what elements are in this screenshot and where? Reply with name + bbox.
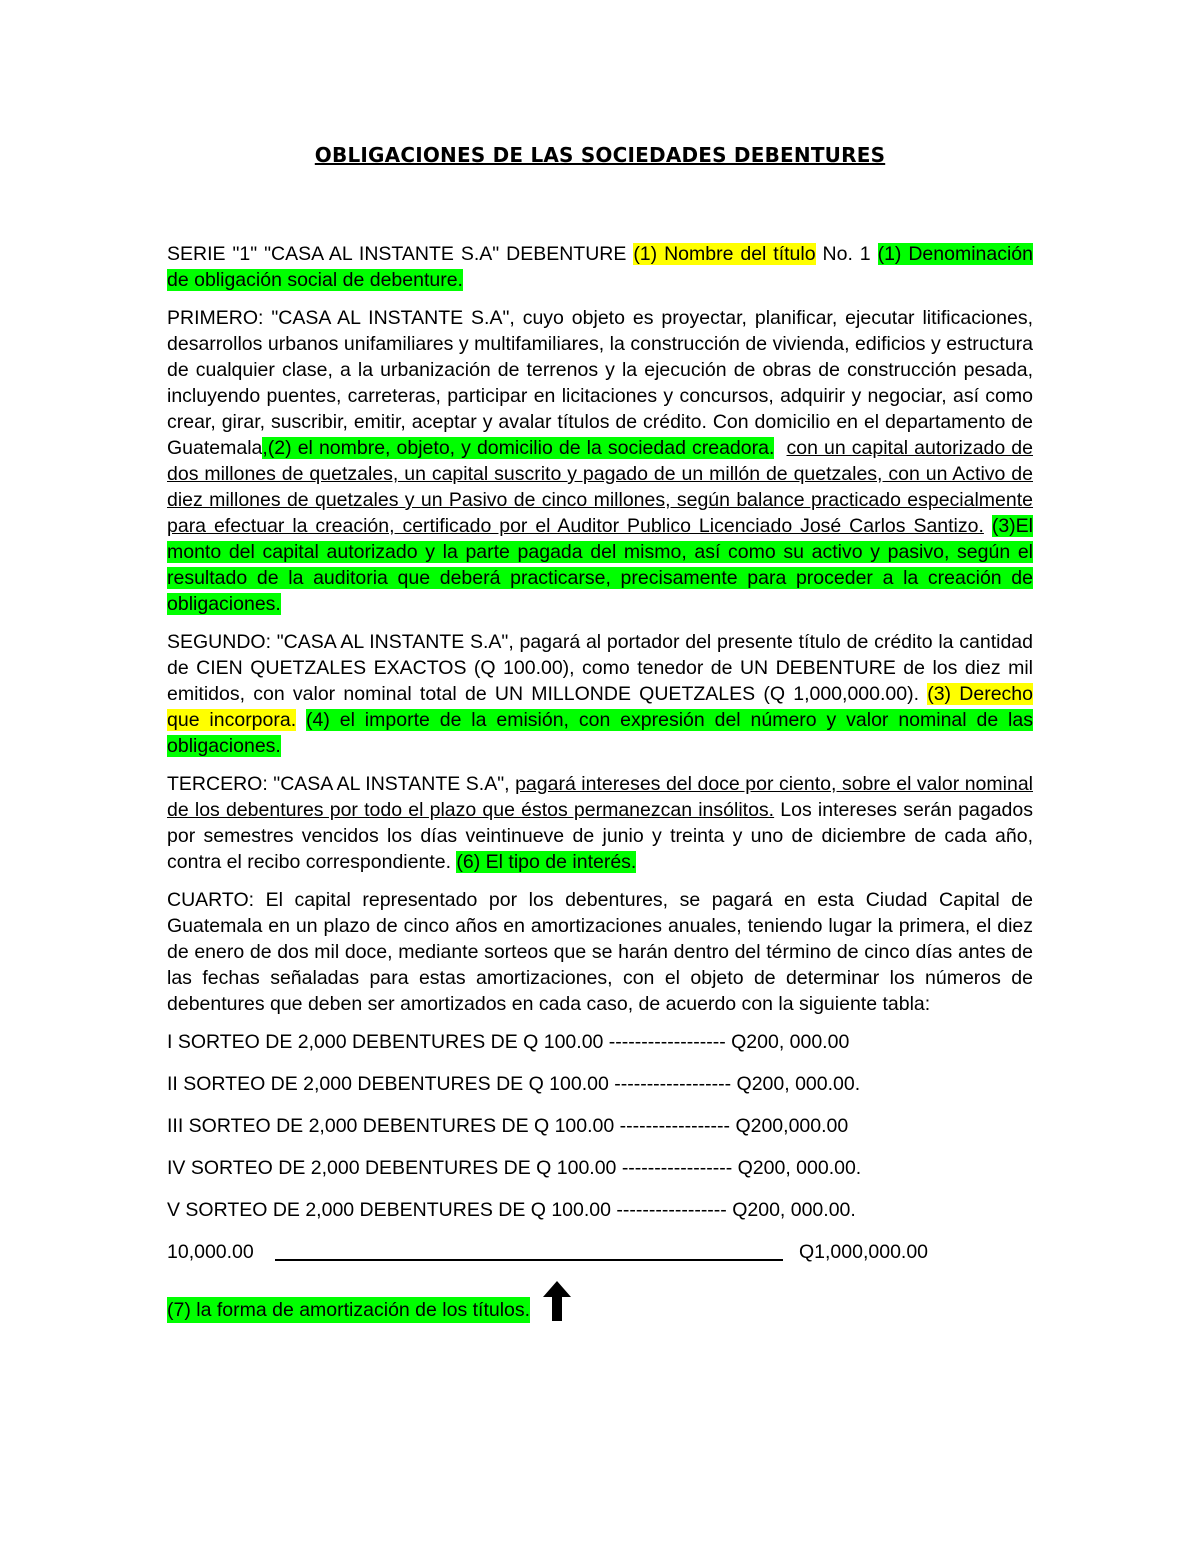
sorteo-row: IV SORTEO DE 2,000 DEBENTURES DE Q 100.00 ----------------- Q200, 000.00. [167, 1157, 862, 1179]
total-amount: Q1,000,000.00 [799, 1241, 929, 1263]
total-quantity: 10,000.00 [167, 1241, 254, 1263]
serie-note-1: (1) Nombre del título [633, 243, 816, 265]
serie-text: SERIE "1" "CASA AL INSTANTE S.A" DEBENTURE [167, 243, 634, 265]
tercero-paragraph [167, 771, 1033, 875]
up-arrow-icon [540, 1279, 574, 1323]
segundo-text: SEGUNDO: "CASA AL INSTANTE S.A", pagará al portador del presente título de crédito la cantidad de CIEN QUETZALES EXACTOS (Q 100.00), como tenedor de UN DEBENTURE de los diez mil emitidos, con valor nominal total de UN MILLONDE QUETZALES (Q 1,000,000.00). [167, 631, 1033, 705]
segundo-note-3: (3) Derecho que incorpora. [167, 683, 1033, 731]
primero-paragraph [167, 305, 1033, 617]
serie-note-denominacion: (1) Denominación de obligación social de debenture. [167, 243, 1033, 291]
cuarto-text: CUARTO: El capital representado por los debentures, se pagará en esta Ciudad Capital de Guatemala en un plazo de cinco años en amortizaciones anuales, teniendo lugar la primera, el diez de enero de dos mil doce, mediante sorteos que se harán dentro del término de cinco días antes de las fechas señaladas para estas amortizaciones, con el objeto de determinar los números de debentures que deben ser amortizados en cada caso, de acuerdo con la siguiente tabla: [167, 889, 1033, 1015]
serie-paragraph [167, 241, 1033, 293]
cuarto-paragraph [167, 887, 1033, 1017]
tercero-interest-text: pagará intereses del doce por ciento, sobre el valor nominal de los debentures por todo el plazo que éstos permanezcan insólitos. [167, 773, 1033, 821]
document-body [167, 241, 1033, 1323]
sorteo-row: II SORTEO DE 2,000 DEBENTURES DE Q 100.00 ------------------ Q200, 000.00. [167, 1073, 861, 1095]
note-7-row [167, 1279, 1033, 1323]
sorteo-row: V SORTEO DE 2,000 DEBENTURES DE Q 100.00 ----------------- Q200, 000.00. [167, 1199, 856, 1221]
total-divider-line [275, 1243, 783, 1261]
tercero-note-6: (6) El tipo de interés. [456, 851, 637, 873]
document-title: OBLIGACIONES DE LAS SOCIEDADES DEBENTURES [314, 143, 886, 167]
tercero-text-2: Los intereses serán pagados por semestres vencidos los días veintinueve de junio y treinta y uno de diciembre de cada año, contra el recibo correspondiente. [167, 799, 1033, 873]
primero-capital-text: con un capital autorizado de dos millones de quetzales, un capital suscrito y pagado de un millón de quetzales, con un Activo de diez millones de quetzales y un Pasivo de cinco millones, según balance practicado especialmente para efectuar la creación, certificado por el Auditor Publico Licenciado José Carlos Santizo. [167, 437, 1033, 537]
sorteo-row: I SORTEO DE 2,000 DEBENTURES DE Q 100.00 ------------------ Q200, 000.00 [167, 1031, 850, 1053]
sorteo-row: III SORTEO DE 2,000 DEBENTURES DE Q 100.00 ----------------- Q200,000.00 [167, 1115, 849, 1137]
primero-text: PRIMERO: "CASA AL INSTANTE S.A", cuyo objeto es proyectar, planificar, ejecutar litificaciones, desarrollos urbanos unifamiliares y multifamiliares, la construcción de vivienda, edificios y estructura de cualquier clase, a la urbanización de terrenos y la ejecución de obras de construcción pesada, incluyendo puentes, carreteras, participar en licitaciones y concursos, adquirir y negociar, así como crear, girar, suscribir, emitir, aceptar y avalar títulos de crédito. Con domicilio en el departamento de Guatemala [167, 307, 1033, 459]
serie-number: No. 1 [815, 243, 878, 265]
total-row [167, 1239, 1033, 1265]
segundo-paragraph [167, 629, 1033, 759]
segundo-note-4: (4) el importe de la emisión, con expresión del número y valor nominal de las obligaciones. [167, 709, 1033, 757]
primero-note-2: ,(2) el nombre, objeto, y domicilio de la sociedad creadora. [262, 437, 775, 459]
note-7: (7) la forma de amortización de los títulos. [167, 1299, 531, 1321]
tercero-text: TERCERO: "CASA AL INSTANTE S.A", [167, 773, 516, 795]
primero-note-3: (3)El monto del capital autorizado y la parte pagada del mismo, así como su activo y pasivo, según el resultado de la auditoria que deberá practicarse, precisamente para proceder a la creación de obligaciones. [167, 515, 1033, 615]
